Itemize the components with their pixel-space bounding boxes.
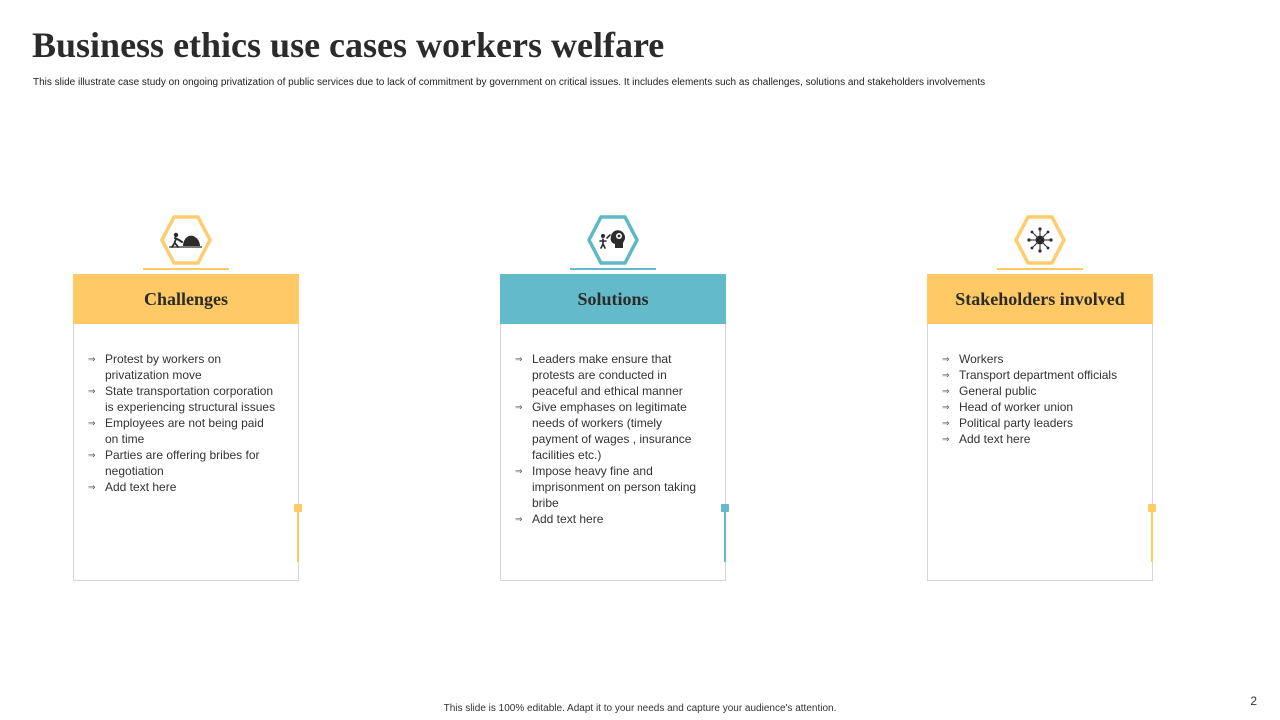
list-item: ⇒ State transportation corporation is experiencing structural issues	[88, 384, 276, 414]
arrow-icon: ⇒	[942, 434, 950, 444]
stakeholders-list	[942, 351, 1132, 447]
list-item: ⇒ Head of worker union	[942, 400, 1074, 414]
list-item: ⇒ Parties are offering bribes for negotiation	[88, 448, 260, 478]
arrow-icon: ⇒	[515, 514, 523, 524]
arrow-icon: ⇒	[88, 354, 96, 364]
solutions-heading: Solutions	[500, 274, 726, 324]
worker-pushing-rock-icon	[159, 214, 213, 266]
solutions-body	[500, 324, 726, 581]
list-item: ⇒ Add text here	[942, 432, 1031, 446]
list-item: ⇒ Give emphases on legitimate needs of workers (timely payment of wages , insurance facilities etc.)	[515, 400, 692, 462]
page-number: 2	[1250, 694, 1257, 708]
challenges-heading: Challenges	[73, 274, 299, 324]
solutions-card	[500, 214, 726, 582]
arrow-icon: ⇒	[942, 370, 950, 380]
side-marker	[721, 504, 729, 562]
stakeholders-card	[927, 214, 1153, 582]
list-item: ⇒ Transport department officials	[942, 368, 1118, 382]
challenges-body	[73, 324, 299, 581]
list-item: ⇒ General public	[942, 384, 1037, 398]
icon-underline	[570, 268, 656, 270]
arrow-icon: ⇒	[942, 354, 950, 364]
list-item: ⇒ Workers	[942, 352, 1004, 366]
list-item: ⇒ Impose heavy fine and imprisonment on person taking bribe	[515, 464, 697, 510]
icon-underline	[143, 268, 229, 270]
challenges-card	[73, 214, 299, 582]
solutions-list	[515, 351, 705, 527]
arrow-icon: ⇒	[942, 402, 950, 412]
list-item: ⇒ Leaders make ensure that protests are conducted in peaceful and ethical manner	[515, 352, 683, 398]
challenges-list	[88, 351, 278, 495]
arrow-icon: ⇒	[942, 386, 950, 396]
side-marker	[294, 504, 302, 562]
arrow-icon: ⇒	[88, 450, 96, 460]
network-hub-icon	[1013, 214, 1067, 266]
arrow-icon: ⇒	[88, 418, 96, 428]
list-item: ⇒ Add text here	[88, 480, 177, 494]
list-item: ⇒ Protest by workers on privatization move	[88, 352, 222, 382]
arrow-icon: ⇒	[515, 354, 523, 364]
head-idea-icon	[586, 214, 640, 266]
slide-footer: This slide is 100% editable. Adapt it to your needs and capture your audience's attention.	[443, 703, 837, 714]
list-item: ⇒ Add text here	[515, 512, 604, 526]
list-item: ⇒ Political party leaders	[942, 416, 1074, 430]
arrow-icon: ⇒	[515, 466, 523, 476]
icon-underline	[997, 268, 1083, 270]
arrow-icon: ⇒	[88, 482, 96, 492]
list-item: ⇒ Employees are not being paid on time	[88, 416, 264, 446]
side-marker	[1148, 504, 1156, 562]
arrow-icon: ⇒	[942, 418, 950, 428]
stakeholders-heading: Stakeholders involved	[927, 274, 1153, 324]
stakeholders-body	[927, 324, 1153, 581]
arrow-icon: ⇒	[88, 386, 96, 396]
arrow-icon: ⇒	[515, 402, 523, 412]
slide-title: Business ethics use cases workers welfare	[32, 25, 665, 65]
slide-subtitle: This slide illustrate case study on ongoing privatization of public services due to lack of commitment by government on critical issues. It includes elements such as challenges, solutions and stakeholders involvements	[33, 77, 986, 88]
